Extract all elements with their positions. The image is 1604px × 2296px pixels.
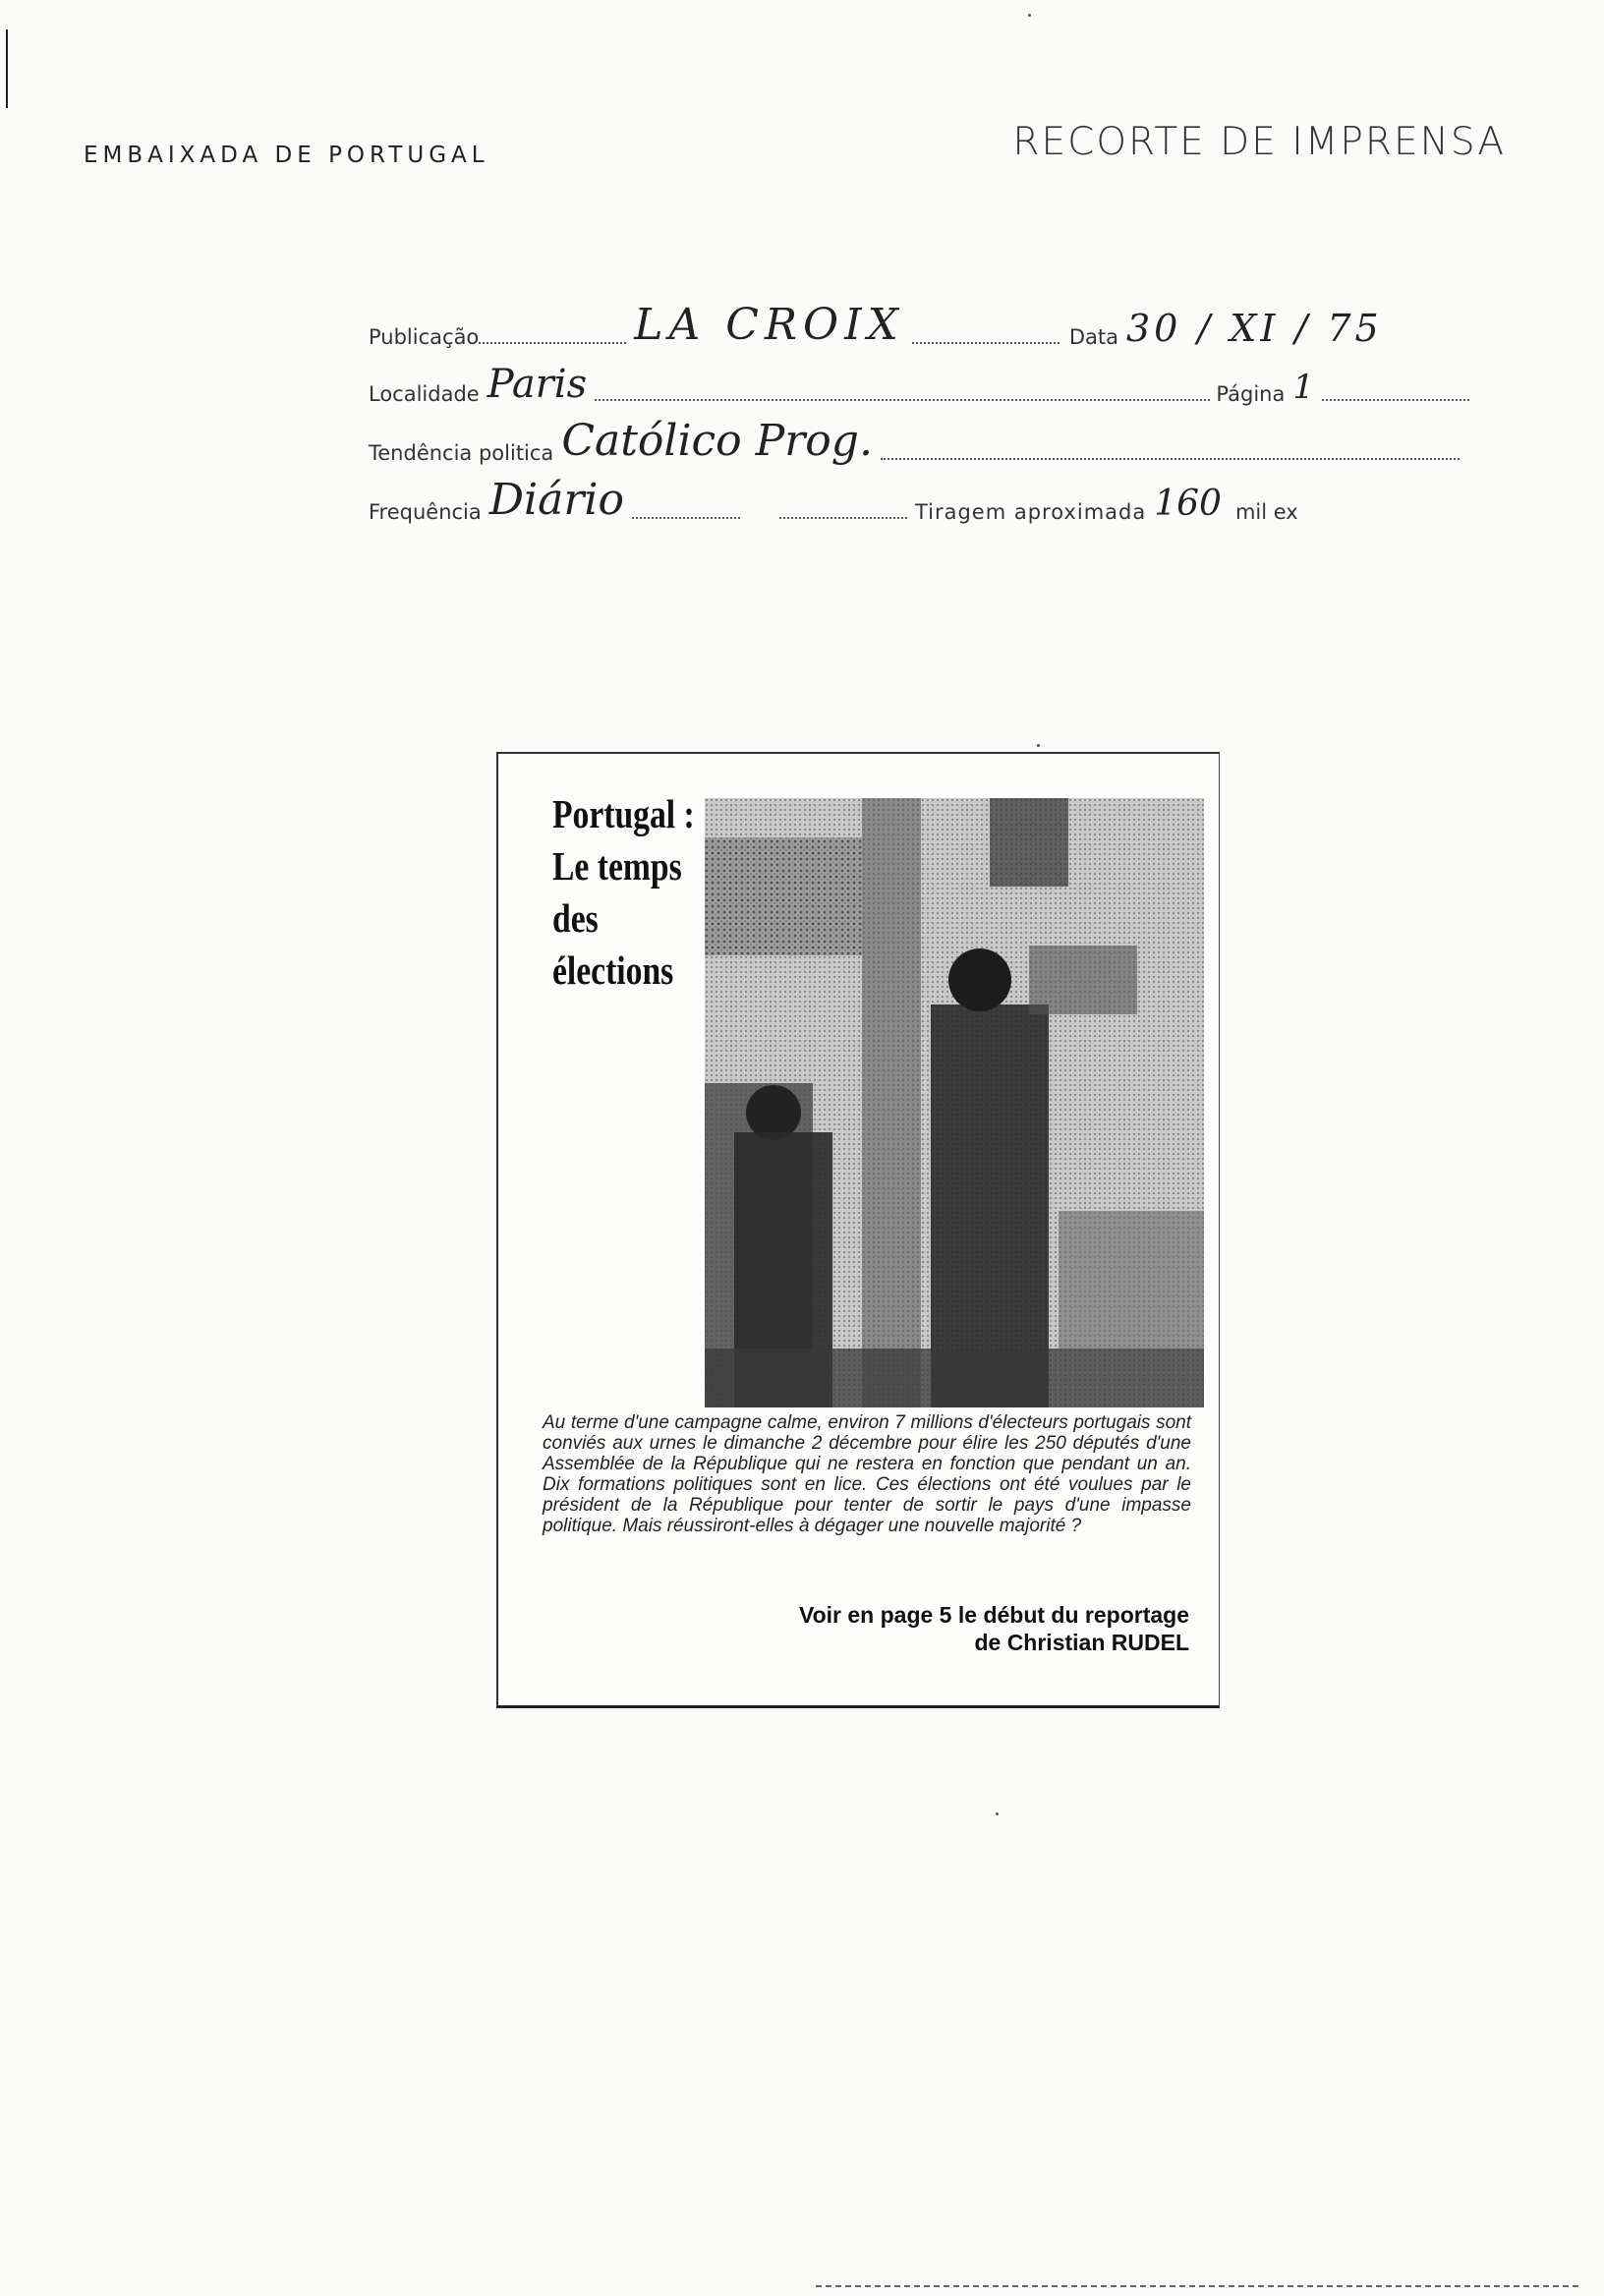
newspaper-clipping: [496, 752, 1220, 1708]
news-photo: [705, 798, 1204, 1407]
scan-bottom-edge: [816, 2285, 1582, 2287]
headline-line: Portugal :: [552, 791, 695, 836]
clipping-headline: [552, 788, 695, 997]
clipping-caption: Au terme d'une campagne calme, environ 7 millions d'électeurs portugais sont conviés aux urnes le dimanche 2 décembre pour élire les 250 députés d'une Assemblée de la République qui ne restera en fonction que pendant un an. Dix formations politiques sont en lice. Ces élections ont été voulues par le président de la République pour tenter de sortir le pays d'une impasse politique. Mais réussiront-elles à dégager une nouvelle majorité ?: [543, 1412, 1191, 1536]
localidade-value: Paris: [487, 362, 588, 407]
localidade-label: Localidade: [369, 382, 480, 406]
clipping-record-form: [369, 300, 1509, 555]
headline-line: Le temps: [552, 843, 682, 889]
reference-line-1: Voir en page 5 le début du reportage: [798, 1602, 1189, 1628]
frequencia-label: Frequência: [369, 500, 482, 524]
row-tendencia: [369, 416, 1460, 465]
pagina-label: Página: [1216, 382, 1286, 406]
headline-line: élections: [552, 947, 674, 993]
row-publicacao: [369, 300, 1509, 349]
publicacao-value: LA CROIX: [634, 300, 904, 350]
row-frequencia: [369, 475, 1509, 524]
data-label: Data: [1068, 325, 1118, 349]
scan-edge-mark: [6, 29, 8, 108]
row-localidade: [369, 357, 1469, 406]
tendencia-value: Católico Prog.: [561, 416, 873, 466]
headline-line: des: [552, 895, 599, 941]
reportage-reference: [600, 1601, 1189, 1656]
tiragem-unit: mil ex: [1234, 500, 1298, 524]
tiragem-label: Tiragem aproximada: [914, 500, 1147, 524]
pagina-value: 1: [1292, 368, 1314, 407]
document-type-title: RECORTE DE IMPRENSA: [1012, 120, 1506, 164]
reference-line-2: de Christian RUDEL: [974, 1630, 1189, 1655]
embassy-letterhead: EMBAIXADA DE PORTUGAL: [84, 143, 489, 168]
tiragem-value: 160: [1154, 484, 1222, 524]
publicacao-label: Publicação: [369, 325, 480, 349]
frequencia-value: Diário: [488, 475, 624, 525]
data-value: 30 / XI / 75: [1126, 307, 1383, 350]
tendencia-label: Tendência politica: [369, 441, 554, 465]
